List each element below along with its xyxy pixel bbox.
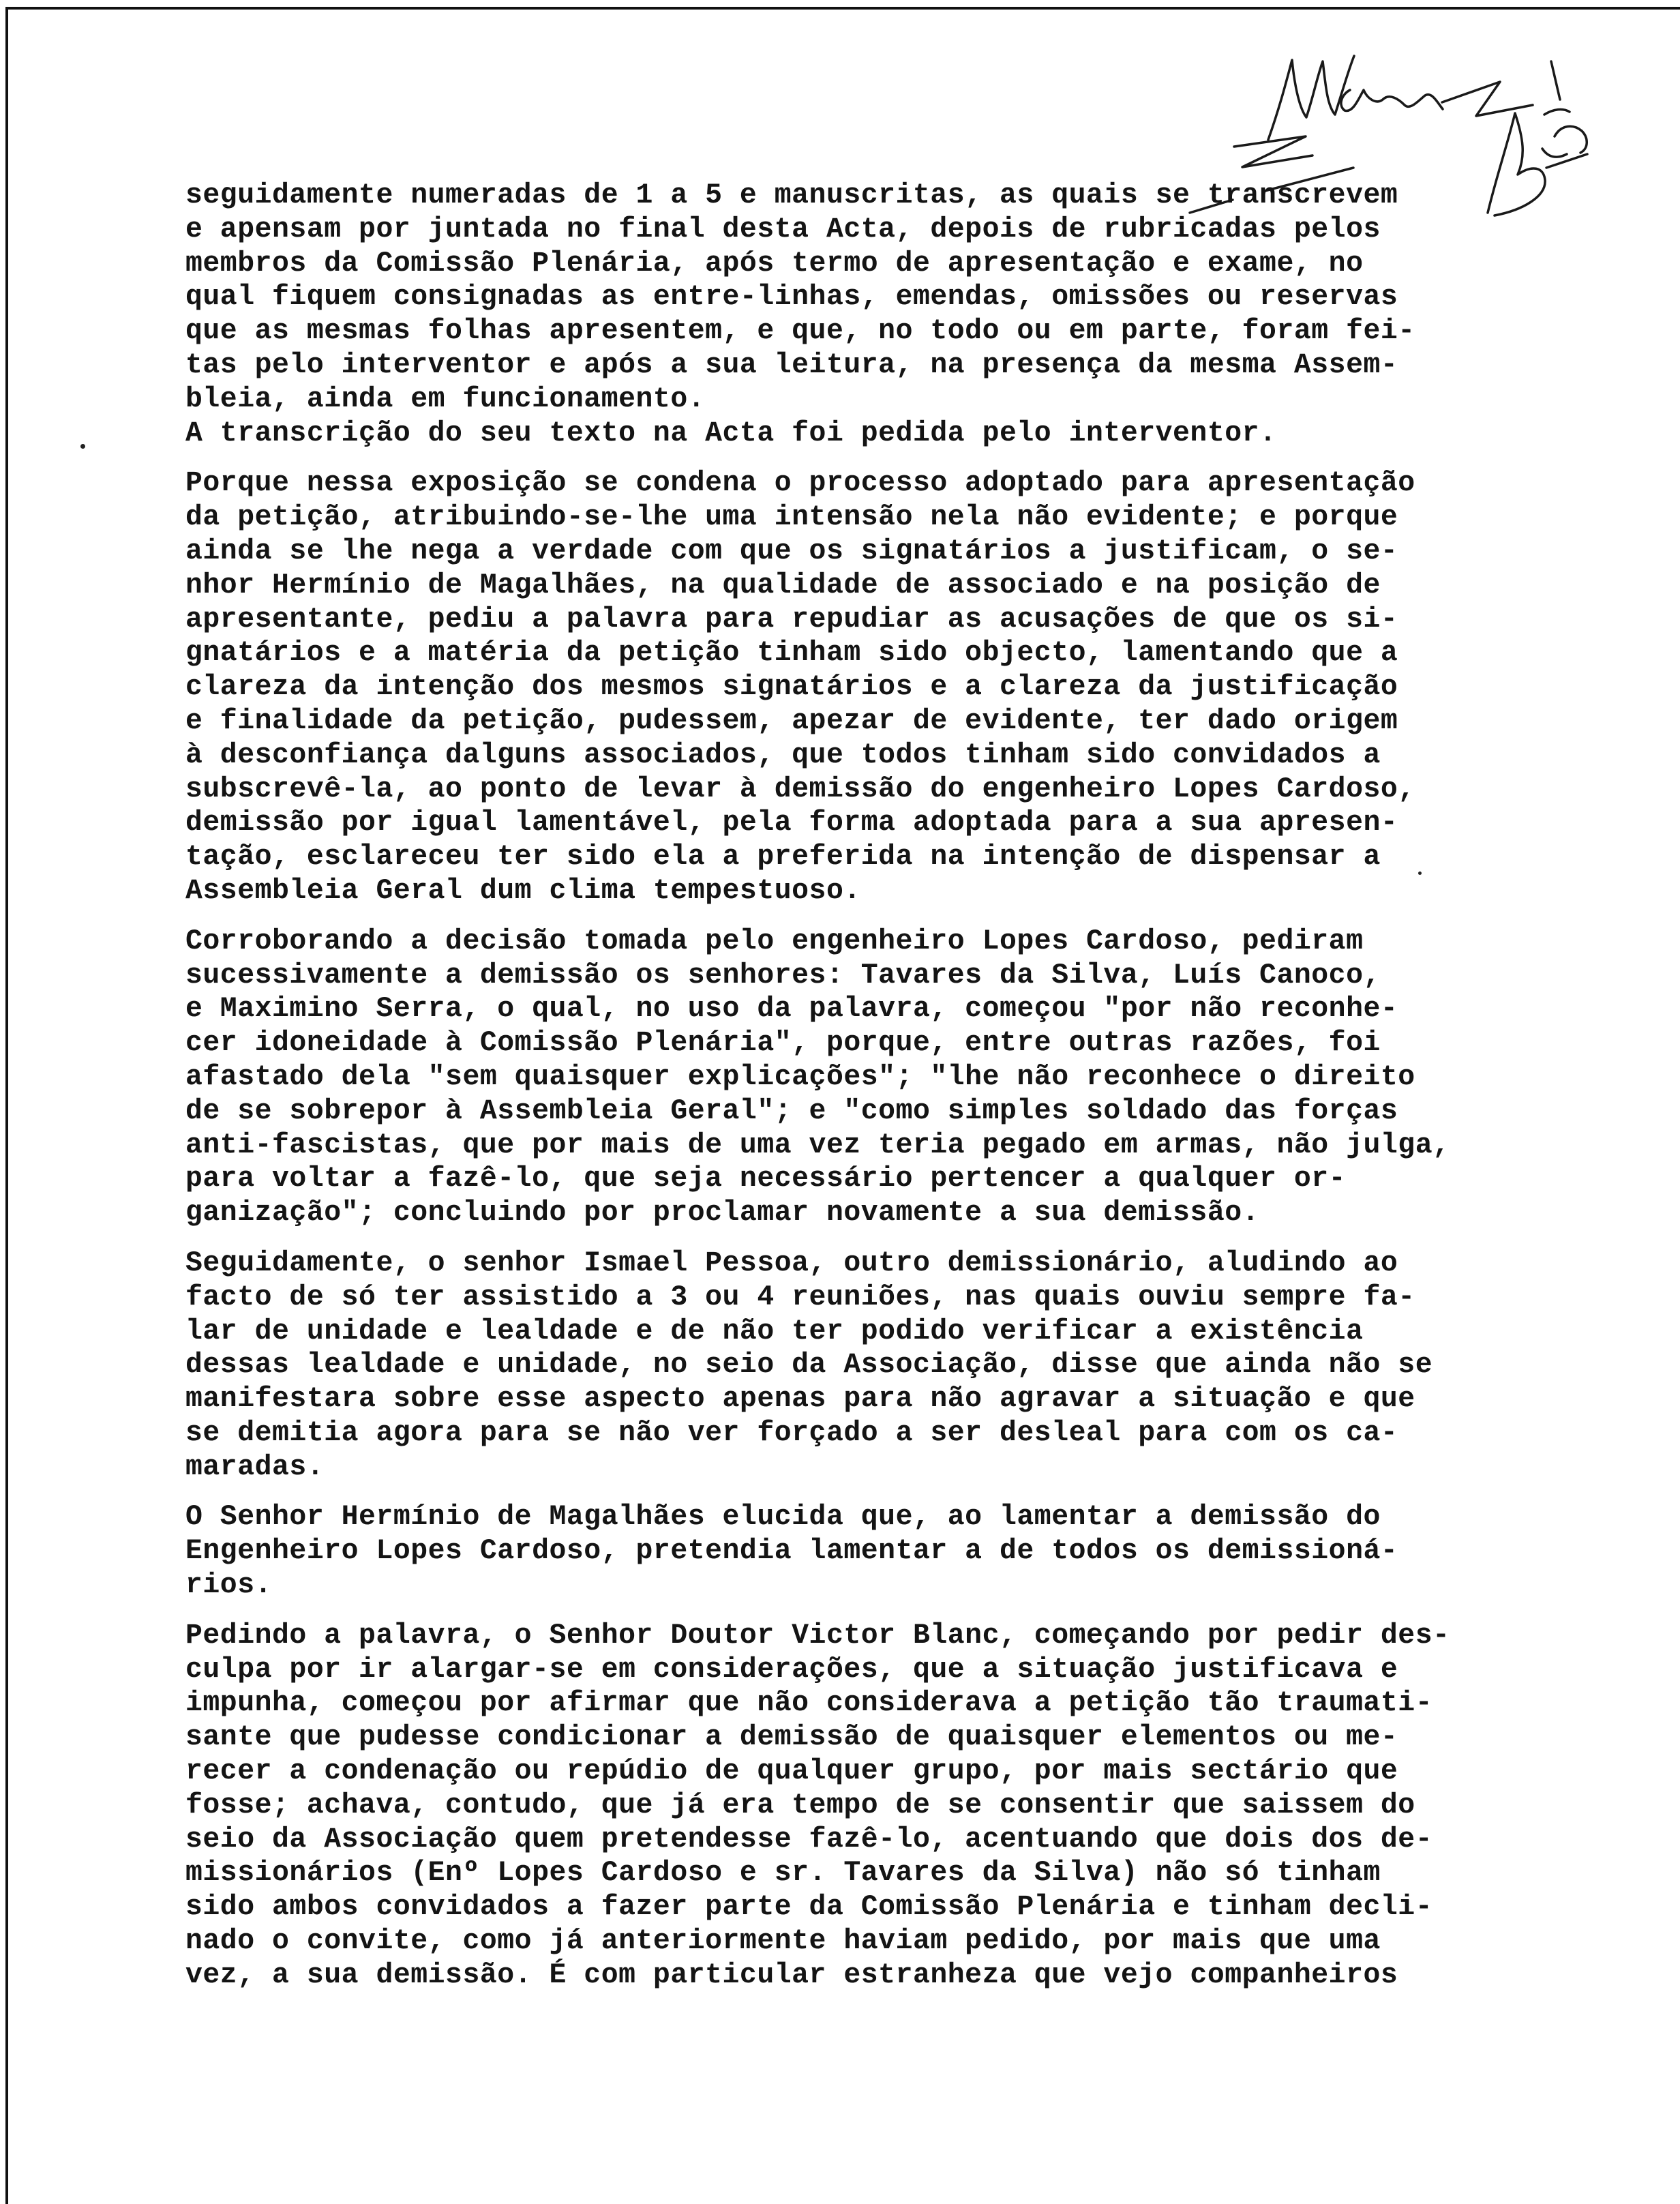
text-line: rios. [185,1569,273,1602]
text-line: nhor Hermínio de Magalhães, na qualidade de associado e na posição de [185,569,1381,601]
text-line: vez, a sua demissão. É com particular estranheza que vejo companheiros [185,1959,1398,1991]
text-line: clareza da intenção dos mesmos signatários e a clareza da justificação [185,671,1398,704]
text-line: tas pelo interventor e após a sua leitura, na presença da mesma Assem- [185,348,1398,381]
text-line: subscrevê-la, ao ponto de levar à demissão do engenheiro Lopes Cardoso, [185,773,1415,805]
text-line: O Senhor Hermínio de Magalhães elucida que, ao lamentar a demissão do [185,1501,1381,1534]
text-line: cer idoneidade à Comissão Plenária", porque, entre outras razões, foi [185,1027,1381,1060]
text-line: facto de só ter assistido a 3 ou 4 reuniões, nas quais ouviu sempre fa- [185,1281,1415,1313]
text-line: seguidamente numeradas de 1 a 5 e manuscritas, as quais se transcrevem [185,179,1398,211]
text-line: Porque nessa exposição se condena o processo adoptado para apresentação [185,467,1415,500]
text-line: Assembleia Geral dum clima tempestuoso. [185,874,861,907]
text-line: que as mesmas folhas apresentem, e que, no todo ou em parte, foram fei- [185,315,1415,348]
typed-minutes-text [185,179,1495,2009]
text-line: culpa por ir alargar-se em considerações, que a situação justificava e [185,1653,1398,1686]
text-line: ganização"; concluindo por proclamar novamente a sua demissão. [185,1197,1260,1230]
text-line: e apensam por juntada no final desta Acta, depois de rubricadas pelos [185,213,1381,245]
text-line: bleia, ainda em funcionamento. [185,383,706,415]
text-line: maradas. [185,1450,325,1483]
text-line: e Maximino Serra, o qual, no uso da palavra, começou "por não reconhe- [185,993,1398,1026]
text-line: Corroborando a decisão tomada pelo engenheiro Lopes Cardoso, pediram [185,925,1364,957]
text-line: membros da Comissão Plenária, após termo de apresentação e exame, no [185,247,1364,280]
text-line: sucessivamente a demissão os senhores: Tavares da Silva, Luís Canoco, [185,959,1381,992]
text-line: sido ambos convidados a fazer parte da Comissão Plenária e tinham decli- [185,1891,1433,1924]
text-line: e finalidade da petição, pudessem, apezar de evidente, ter dado origem [185,704,1398,737]
paragraph-6 [185,1619,1495,1993]
text-line: à desconfiança dalguns associados, que todos tinham sido convidados a [185,739,1381,771]
text-line: missionários (Enº Lopes Cardoso e sr. Tavares da Silva) não só tinham [185,1857,1381,1890]
text-line: da petição, atribuindo-se-lhe uma intensão nela não evidente; e porque [185,501,1398,534]
text-line: tação, esclareceu ter sido ela a preferida na intenção de dispensar a [185,841,1381,874]
text-line: Engenheiro Lopes Cardoso, pretendia lamentar a de todos os demissioná- [185,1535,1398,1568]
text-line: impunha, começou por afirmar que não considerava a petição tão traumati- [185,1687,1433,1720]
text-line: dessas lealdade e unidade, no seio da Associação, disse que ainda não se [185,1349,1433,1382]
text-line: gnatários e a matéria da petição tinham sido objecto, lamentando que a [185,637,1398,670]
text-line: Pedindo a palavra, o Senhor Doutor Victor Blanc, começando por pedir des- [185,1619,1450,1652]
text-line: manifestara sobre esse aspecto apenas para não agravar a situação e que [185,1383,1415,1416]
text-line: afastado dela "sem quaisquer explicações"; "lhe não reconhece o direito [185,1060,1415,1093]
paragraph-5 [185,1500,1495,1602]
paragraph-2 [185,466,1495,908]
text-line: qual fiquem consignadas as entre-linhas, emendas, omissões ou reservas [185,281,1398,314]
stray-mark-left [80,444,85,449]
text-line: fosse; achava, contudo, que já era tempo de se consentir que saissem do [185,1789,1415,1821]
text-line: se demitia agora para se não ver forçado a ser desleal para com os ca- [185,1416,1398,1449]
paragraph-1 [185,179,1495,450]
page-border-top [5,7,1680,10]
text-line: de se sobrepor à Assembleia Geral"; e "como simples soldado das forças [185,1094,1398,1127]
text-line: nado o convite, como já anteriormente haviam pedido, por mais que uma [185,1925,1381,1958]
text-line: Seguidamente, o senhor Ismael Pessoa, outro demissionário, aludindo ao [185,1247,1398,1279]
text-line: anti-fascistas, que por mais de uma vez teria pegado em armas, não julga, [185,1129,1450,1161]
text-line: apresentante, pediu a palavra para repudiar as acusações de que os si- [185,603,1398,636]
page-border-left [5,7,8,2204]
paragraph-3 [185,925,1495,1230]
text-line: A transcrição do seu texto na Acta foi pedida pelo interventor. [185,417,1277,449]
text-line: sante que pudesse condicionar a demissão de quaisquer elementos ou me- [185,1721,1398,1754]
text-line: para voltar a fazê-lo, que seja necessário pertencer a qualquer or- [185,1163,1347,1195]
text-line: seio da Associação quem pretendesse fazê-lo, acentuando que dois dos de- [185,1823,1433,1856]
text-line: ainda se lhe nega a verdade com que os signatários a justificam, o se- [185,535,1398,567]
text-line: demissão por igual lamentável, pela forma adoptada para a sua apresen- [185,807,1398,839]
text-line: lar de unidade e lealdade e de não ter podido verificar a existência [185,1315,1364,1347]
text-line: recer a condenação ou repúdio de qualquer grupo, por mais sectário que [185,1755,1398,1788]
paragraph-4 [185,1247,1495,1485]
